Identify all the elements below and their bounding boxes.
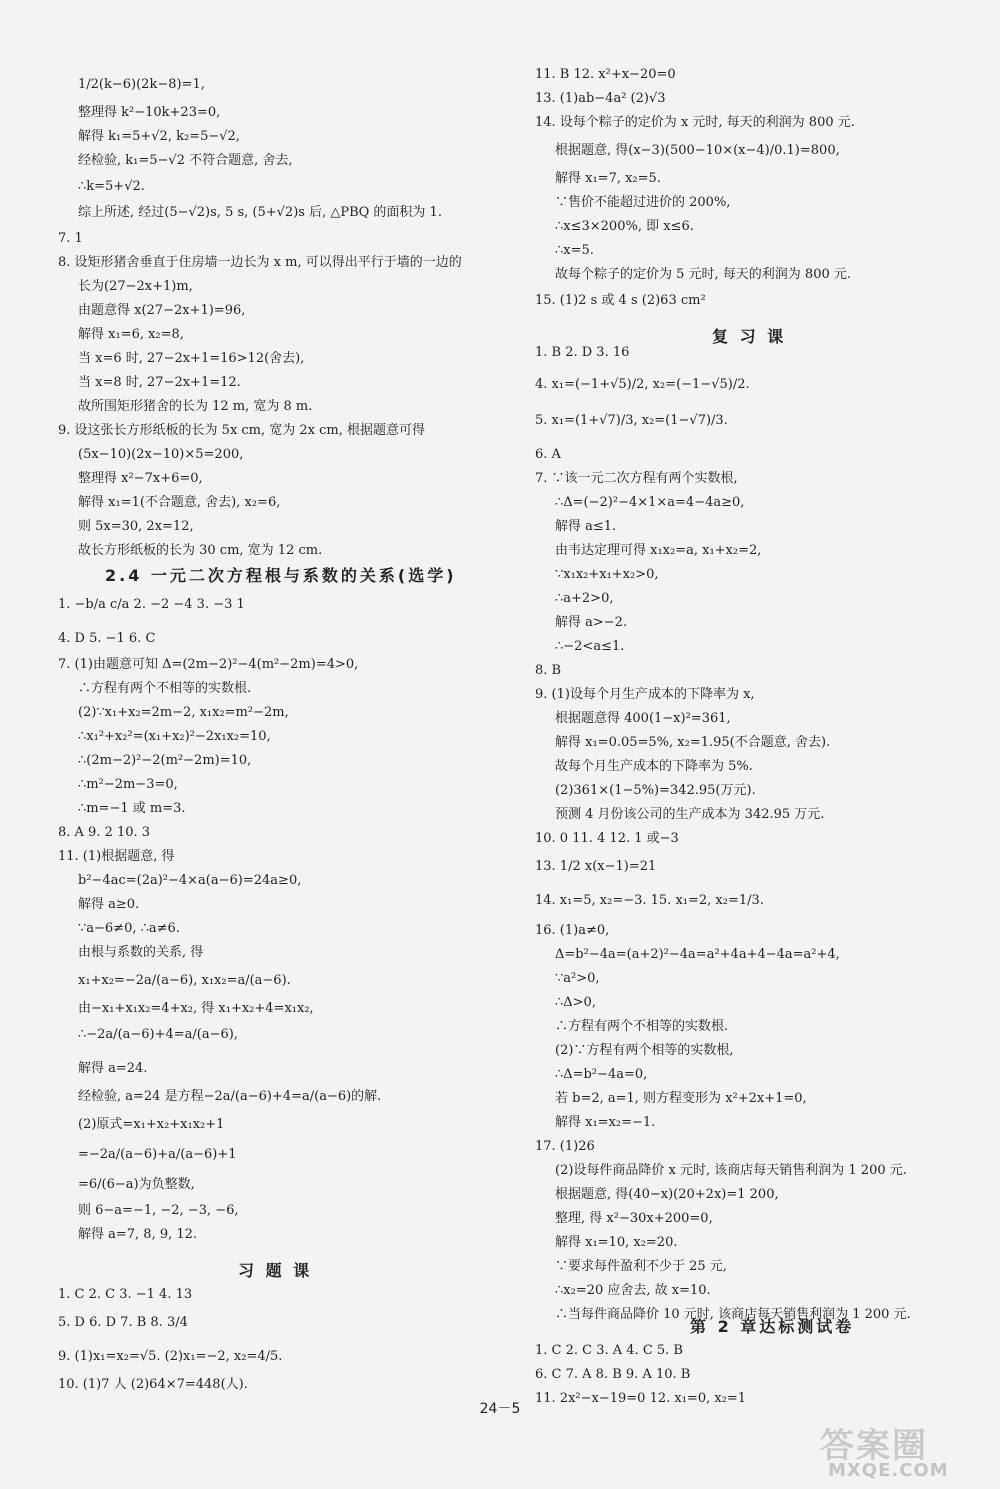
right-line-11: 4. x₁=(−1+√5)/2, x₂=(−1−√5)/2. [535, 377, 750, 392]
left-line-12: 当 x=8 时, 27−2x+1=12. [78, 375, 241, 390]
left-line-18: 则 5x=30, 2x=12, [78, 519, 194, 534]
left-line-23: ∴方程有两个不相等的实数根. [78, 681, 252, 696]
right-line-10: 1. B 2. D 3. 16 [535, 345, 630, 360]
left-line-11: 当 x=6 时, 27−2x+1=16>12(舍去), [78, 351, 305, 366]
right-line-41: 17. (1)26 [535, 1139, 595, 1154]
right-line-23: 9. (1)设每个月生产成本的下降率为 x, [535, 687, 755, 702]
right-line-12: 5. x₁=(1+√7)/3, x₂=(1−√7)/3. [535, 413, 728, 428]
right-line-2: 14. 设每个粽子的定价为 x 元时, 每天的利润为 800 元. [535, 115, 855, 130]
section-heading-exercise: 习 题 课 [238, 1261, 313, 1280]
left-line-24: (2)∵x₁+x₂=2m−2, x₁x₂=m²−2m, [78, 705, 289, 720]
left-line-38: 解得 a=24. [78, 1061, 148, 1076]
right-line-40: 解得 x₁=x₂=−1. [555, 1115, 656, 1130]
right-line-19: ∴a+2>0, [555, 591, 614, 606]
right-line-30: 13. 1/2 x(x−1)=21 [535, 859, 657, 874]
left-line-47: 9. (1)x₁=x₂=√5. (2)x₁=−2, x₂=4/5. [58, 1349, 283, 1364]
right-line-15: ∴Δ=(−2)²−4×1×a=4−4a≥0, [555, 495, 745, 510]
left-line-28: ∴m=−1 或 m=3. [78, 801, 186, 816]
left-line-26: ∴(2m−2)²−2(m²−2m)=10, [78, 753, 252, 768]
left-line-45: 1. C 2. C 3. −1 4. 13 [58, 1287, 193, 1302]
watermark-en: MXQE.COM [828, 1460, 949, 1481]
left-line-37: ∴−2a/(a−6)+4=a/(a−6), [78, 1027, 238, 1042]
left-line-8: 长为(27−2x+1)m, [78, 279, 193, 294]
right-line-8: 故每个粽子的定价为 5 元时, 每天的利润为 800 元. [555, 267, 852, 282]
right-line-45: 解得 x₁=10, x₂=20. [555, 1235, 678, 1250]
right-line-50: 6. C 7. A 8. B 9. A 10. B [535, 1367, 691, 1382]
left-line-5: 综上所述, 经过(5−√2)s, 5 s, (5+√2)s 后, △PBQ 的面积为 1. [78, 205, 442, 220]
right-line-18: ∵x₁x₂+x₁+x₂>0, [555, 567, 659, 582]
left-line-3: 经检验, k₁=5−√2 不符合题意, 舍去, [78, 153, 293, 168]
right-line-0: 11. B 12. x²+x−20=0 [535, 67, 676, 82]
right-line-44: 整理, 得 x²−30x+200=0, [555, 1211, 713, 1226]
left-line-0: 1/2(k−6)(2k−8)=1, [78, 77, 205, 92]
left-line-2: 解得 k₁=5+√2, k₂=5−√2, [78, 129, 240, 144]
right-line-25: 解得 x₁=0.05=5%, x₂=1.95(不合题意, 舍去). [555, 735, 831, 750]
left-line-42: =6/(6−a)为负整数, [78, 1177, 195, 1192]
right-line-37: (2)∵方程有两个相等的实数根, [555, 1043, 734, 1058]
left-line-39: 经检验, a=24 是方程−2a/(a−6)+4=a/(a−6)的解. [78, 1089, 382, 1104]
watermark-logo [820, 1418, 990, 1482]
left-line-44: 解得 a=7, 8, 9, 12. [78, 1227, 198, 1242]
left-line-9: 由题意得 x(27−2x+1)=96, [78, 303, 246, 318]
right-line-47: ∴x₂=20 应舍去, 故 x=10. [555, 1283, 711, 1298]
left-line-25: ∴x₁²+x₂²=(x₁+x₂)²−2x₁x₂=10, [78, 729, 271, 744]
right-line-31: 14. x₁=5, x₂=−3. 15. x₁=2, x₂=1/3. [535, 893, 764, 908]
right-line-34: ∵a²>0, [555, 971, 600, 986]
left-line-4: ∴k=5+√2. [78, 179, 145, 194]
right-line-1: 13. (1)ab−4a² (2)√3 [535, 91, 666, 106]
left-line-41: =−2a/(a−6)+a/(a−6)+1 [78, 1147, 237, 1162]
left-line-30: 11. (1)根据题意, 得 [58, 849, 175, 864]
left-line-48: 10. (1)7 人 (2)64×7=448(人). [58, 1377, 248, 1392]
right-line-13: 6. A [535, 447, 561, 462]
section-heading-review: 复 习 课 [712, 327, 787, 346]
left-line-33: ∵a−6≠0, ∴a≠6. [78, 921, 180, 936]
left-line-19: 故长方形纸板的长为 30 cm, 宽为 12 cm. [78, 543, 323, 558]
right-line-17: 由韦达定理可得 x₁x₂=a, x₁+x₂=2, [555, 543, 762, 558]
right-line-33: Δ=b²−4a=(a+2)²−4a=a²+4a+4−4a=a²+4, [555, 947, 840, 962]
left-line-17: 解得 x₁=1(不合题意, 舍去), x₂=6, [78, 495, 281, 510]
left-line-22: 7. (1)由题意可知 Δ=(2m−2)²−4(m²−2m)=4>0, [58, 657, 359, 672]
right-line-49: 1. C 2. C 3. A 4. C 5. B [535, 1343, 683, 1358]
left-line-10: 解得 x₁=6, x₂=8, [78, 327, 184, 342]
left-line-16: 整理得 x²−7x+6=0, [78, 471, 203, 486]
right-line-4: 解得 x₁=7, x₂=5. [555, 171, 661, 186]
left-line-15: (5x−10)(2x−10)×5=200, [78, 447, 244, 462]
section-heading-2-4: 2.4 一元二次方程根与系数的关系(选学) [105, 566, 457, 585]
right-line-26: 故每个月生产成本的下降率为 5%. [555, 759, 753, 774]
page-number: 24－5 [479, 1401, 521, 1417]
right-line-43: 根据题意, 得(40−x)(20+2x)=1 200, [555, 1187, 779, 1202]
right-line-48: ∴当每件商品降价 10 元时, 该商店每天销售利润为 1 200 元. [555, 1307, 911, 1322]
left-line-27: ∴m²−2m−3=0, [78, 777, 178, 792]
left-line-32: 解得 a≥0. [78, 897, 140, 912]
left-line-1: 整理得 k²−10k+23=0, [78, 105, 221, 120]
right-line-27: (2)361×(1−5%)=342.95(万元). [555, 783, 756, 798]
right-line-28: 预测 4 月份该公司的生产成本为 342.95 万元. [555, 807, 825, 822]
left-line-31: b²−4ac=(2a)²−4×a(a−6)=24a≥0, [78, 873, 302, 888]
right-line-9: 15. (1)2 s 或 4 s (2)63 cm² [535, 293, 706, 308]
left-line-46: 5. D 6. D 7. B 8. 3/4 [58, 1315, 188, 1330]
right-line-7: ∴x=5. [555, 243, 594, 258]
right-line-36: ∴方程有两个不相等的实数根. [555, 1019, 729, 1034]
left-line-14: 9. 设这张长方形纸板的长为 5x cm, 宽为 2x cm, 根据题意可得 [58, 423, 426, 438]
right-line-46: ∵要求每件盈利不少于 25 元, [555, 1259, 727, 1274]
right-line-22: 8. B [535, 663, 562, 678]
right-line-5: ∵售价不能超过进价的 200%, [555, 195, 731, 210]
left-line-21: 4. D 5. −1 6. C [58, 631, 156, 646]
right-line-24: 根据题意得 400(1−x)²=361, [555, 711, 731, 726]
left-line-20: 1. −b/a c/a 2. −2 −4 3. −3 1 [58, 597, 245, 612]
right-line-3: 根据题意, 得(x−3)(500−10×(x−4)/0.1)=800, [555, 143, 840, 158]
left-line-7: 8. 设矩形猪舍垂直于住房墙一边长为 x m, 可以得出平行于墙的一边的 [58, 255, 462, 270]
section-heading-chapter-test: 第 2 章达标测试卷 [690, 1317, 855, 1336]
left-line-29: 8. A 9. 2 10. 3 [58, 825, 151, 840]
right-line-14: 7. ∵该一元二次方程有两个实数根, [535, 471, 738, 486]
right-line-51: 11. 2x²−x−19=0 12. x₁=0, x₂=1 [535, 1391, 747, 1406]
left-line-36: 由−x₁+x₁x₂=4+x₂, 得 x₁+x₂+4=x₁x₂, [78, 1001, 314, 1016]
right-line-39: 若 b=2, a=1, 则方程变形为 x²+2x+1=0, [555, 1091, 807, 1106]
left-line-6: 7. 1 [58, 231, 83, 246]
right-line-16: 解得 a≤1. [555, 519, 617, 534]
left-line-35: x₁+x₂=−2a/(a−6), x₁x₂=a/(a−6). [78, 973, 291, 988]
right-line-42: (2)设每件商品降价 x 元时, 该商店每天销售利润为 1 200 元. [555, 1163, 907, 1178]
watermark-cn: 答案圈 [820, 1426, 928, 1466]
right-line-29: 10. 0 11. 4 12. 1 或−3 [535, 831, 679, 846]
right-line-6: ∴x≤3×200%, 即 x≤6. [555, 219, 694, 234]
left-line-34: 由根与系数的关系, 得 [78, 945, 204, 960]
left-line-13: 故所围矩形猪舍的长为 12 m, 宽为 8 m. [78, 399, 313, 414]
left-line-40: (2)原式=x₁+x₂+x₁x₂+1 [78, 1117, 225, 1132]
right-line-21: ∴−2<a≤1. [555, 639, 625, 654]
right-line-32: 16. (1)a≠0, [535, 923, 610, 938]
left-line-43: 则 6−a=−1, −2, −3, −6, [78, 1203, 239, 1218]
right-line-38: ∴Δ=b²−4a=0, [555, 1067, 648, 1082]
right-line-20: 解得 a>−2. [555, 615, 628, 630]
right-line-35: ∴Δ>0, [555, 995, 596, 1010]
